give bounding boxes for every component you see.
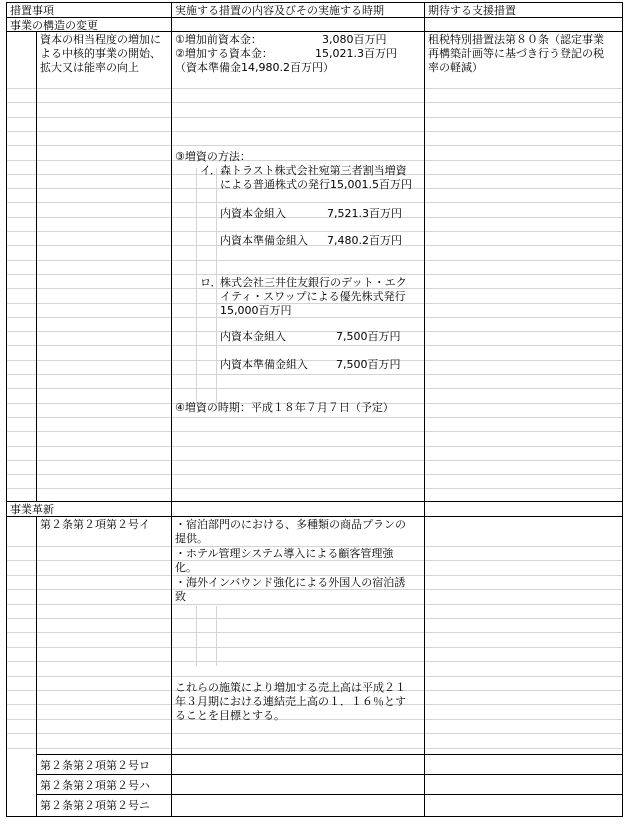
support-line-1: 租税特別措置法第８０条（認定事業 [428, 33, 604, 46]
grid-row-line [6, 604, 622, 605]
grid-row-line [6, 102, 622, 103]
grid-row-line [6, 345, 622, 346]
grid-row-line [6, 748, 622, 749]
method-ro-capital-label: 内資本金組入 [220, 330, 286, 343]
method-i-line-2: による普通株式の発行15,001.5百万円 [220, 178, 412, 191]
method-ro-line-2: イティ・スワップによる優先株式発行 [220, 290, 406, 303]
grid-col-line [216, 606, 217, 666]
table-border [424, 2, 425, 817]
item-line-2: よる中核的事業の開始、 [40, 47, 161, 60]
grid-row-line [6, 446, 622, 447]
header-support: 期待する支援措置 [428, 4, 516, 17]
goal-line-2: 年３月期における連結売上高の１．１６％とす [175, 695, 406, 708]
method-i-marker: イ． [200, 164, 222, 177]
table-border [6, 516, 622, 517]
table-border-right [622, 2, 623, 817]
grid-row-line [6, 202, 622, 203]
grid-row-line [6, 647, 622, 648]
grid-row-line [6, 560, 622, 561]
grid-row-line [6, 460, 622, 461]
grid-row-line [6, 145, 622, 146]
header-measure: 措置事項 [10, 4, 54, 17]
grid-row-line [6, 733, 622, 734]
table-border [36, 31, 37, 501]
grid-row-line [6, 274, 622, 275]
grid-row-line [6, 661, 622, 662]
method-i-line-1: 森トラスト株式会社宛第三者割当増資 [220, 164, 407, 177]
method-i-reserve-value: 7,480.2百万円 [327, 234, 402, 247]
support-line-2: 再構築計画等に基づき行う登記の税 [428, 47, 604, 60]
table-border [36, 754, 622, 755]
goal-line-1: これらの施策により増加する売上高は平成２１ [175, 681, 406, 694]
method-ro-line-1: 株式会社三井住友銀行のデット・エク [220, 276, 407, 289]
method-title: ③増資の方法： [175, 150, 251, 163]
grid-row-line [6, 474, 622, 475]
item-2-2-2-ro: 第２条第２項第２号ロ [40, 759, 150, 772]
method-i-capital-value: 7,521.3百万円 [327, 207, 402, 220]
bullet-3-line-1: ・海外インバウンド強化による外国人の宿泊誘 [175, 576, 406, 589]
grid-row-line [6, 88, 622, 89]
table-border-bottom [6, 816, 622, 817]
bullet-2-line-2: 化。 [175, 561, 197, 574]
grid-row-line [6, 488, 622, 489]
table-border-left [6, 2, 7, 817]
item-2-2-2-ha: 第２条第２項第２号ハ [40, 779, 150, 792]
capital-before-value: 3,080百万円 [322, 33, 387, 46]
grid-row-line [6, 331, 622, 332]
goal-line-3: ることを目標とする。 [175, 709, 285, 722]
table-border [36, 794, 622, 795]
item-2-2-2-ni: 第２条第２項第２号ニ [40, 799, 150, 812]
capital-before-label: ①増加前資本金： [175, 33, 262, 46]
grid-row-line [6, 374, 622, 375]
grid-row-line [6, 245, 622, 246]
capital-increase-value: 15,021.3百万円 [315, 47, 397, 60]
bullet-1-line-2: 提供。 [175, 532, 208, 545]
item-line-1: 資本の相当程度の増加に [40, 33, 161, 46]
grid-row-line [6, 417, 622, 418]
method-i-reserve-label: 内資本準備金組入 [220, 234, 308, 247]
grid-row-line [6, 589, 622, 590]
table-border [6, 501, 622, 502]
capital-increase-timing: ④増資の時期：平成１８年７月７日（予定） [175, 401, 394, 414]
method-i-capital-label: 内資本金組入 [220, 207, 286, 220]
method-ro-capital-value: 7,500百万円 [336, 330, 401, 343]
table-border [36, 516, 37, 816]
table-border [6, 31, 622, 32]
support-line-3: 率の軽減） [428, 61, 483, 74]
header-content: 実施する措置の内容及びその実施する時期 [175, 4, 384, 17]
method-ro-line-3: 15,000百万円 [220, 304, 292, 317]
grid-row-line [6, 618, 622, 619]
method-ro-marker: ロ． [200, 276, 222, 289]
grid-row-line [6, 360, 622, 361]
grid-row-line [6, 160, 622, 161]
method-ro-reserve-label: 内資本準備金組入 [220, 358, 308, 371]
grid-col-line [196, 168, 197, 404]
table-border [6, 17, 622, 18]
grid-row-line [6, 231, 622, 232]
grid-row-line [6, 719, 622, 720]
item-2-2-2-i: 第２条第２項第２号イ [40, 518, 150, 531]
grid-row-line [6, 676, 622, 677]
grid-row-line [6, 303, 622, 304]
table-border [171, 2, 172, 817]
grid-row-line [6, 131, 622, 132]
grid-row-line [6, 117, 622, 118]
grid-row-line [6, 217, 622, 218]
section-title-business-innovation: 事業革新 [10, 503, 54, 516]
grid-row-line [6, 388, 622, 389]
grid-row-line [6, 431, 622, 432]
grid-row-line [6, 260, 622, 261]
grid-row-line [6, 632, 622, 633]
capital-reserve: （資本準備金14,980.2百万円） [175, 61, 334, 74]
method-ro-reserve-value: 7,500百万円 [336, 358, 401, 371]
bullet-1-line-1: ・宿泊部門のにおける、多種類の商品プランの [175, 518, 406, 531]
grid-row-line [6, 317, 622, 318]
bullet-3-line-2: 致 [175, 590, 186, 603]
capital-increase-label: ②増加する資本金： [175, 47, 273, 60]
table-border-top [6, 2, 622, 3]
item-line-3: 拡大又は能率の向上 [40, 61, 139, 74]
bullet-2-line-1: ・ホテル管理システム導入による顧客管理強 [175, 547, 394, 560]
section-title-structure-change: 事業の構造の変更 [10, 19, 98, 32]
table-border [36, 774, 622, 775]
grid-col-line [196, 606, 197, 666]
